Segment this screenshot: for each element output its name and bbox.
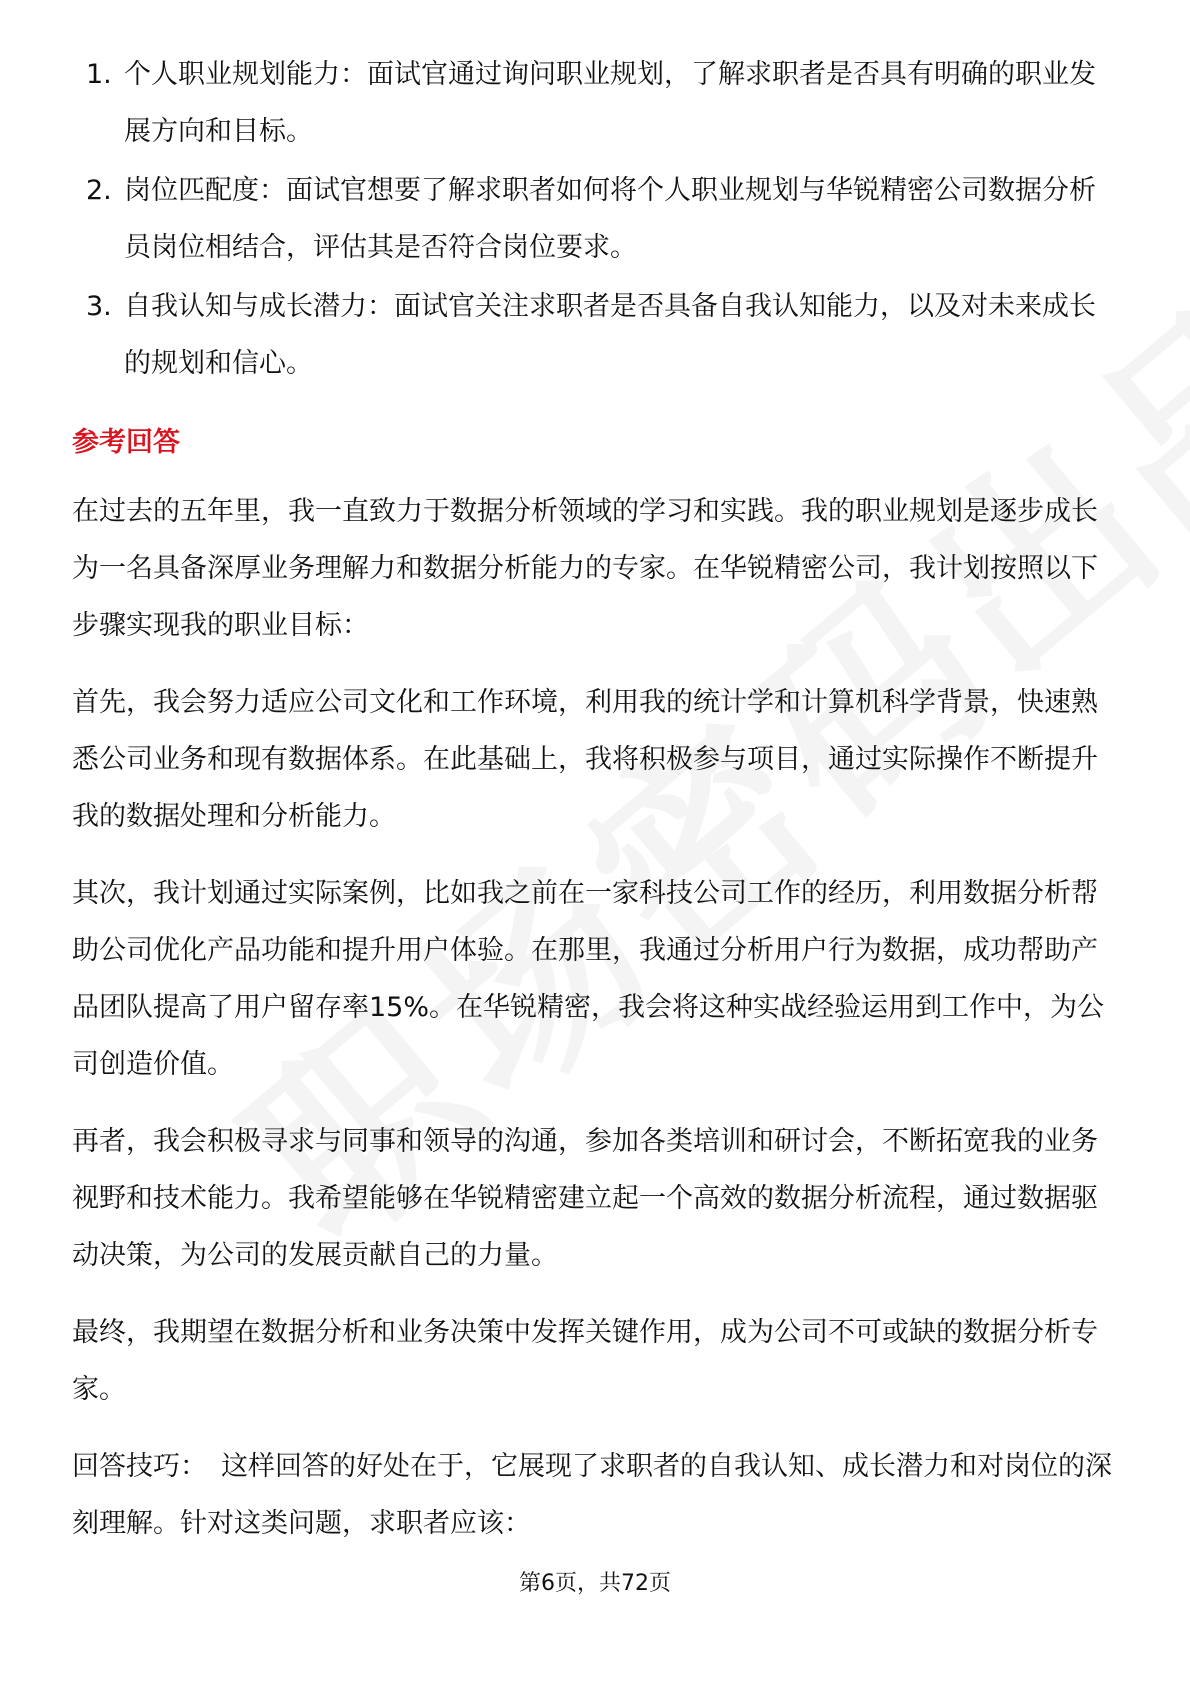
list-item-text: 个人职业规划能力：面试官通过询问职业规划，了解求职者是否具有明确的职业发展方向和目标。 [124,59,1096,147]
list-item-text: 岗位匹配度：面试官想要了解求职者如何将个人职业规划与华锐精密公司数据分析员岗位相结合，评估其是否符合岗位要求。 [124,175,1096,263]
answer-paragraph: 首先，我会努力适应公司文化和工作环境，利用我的统计学和计算机科学背景，快速熟悉公司业务和现有数据体系。在此基础上，我将积极参与项目，通过实际操作不断提升我的数据处理和分析能力。 [72,687,1098,832]
answer-paragraph: 其次，我计划通过实际案例，比如我之前在一家科技公司工作的经历，利用数据分析帮助公司优化产品功能和提升用户体验。在那里，我通过分析用户行为数据，成功帮助产品团队提高了用户留存率15%。在华锐精密，我会将这种实战经验运用到工作中，为公司创造价值。 [72,878,1105,1080]
answer-paragraph: 最终，我期望在数据分析和业务决策中发挥关键作用，成为公司不可或缺的数据分析专家。 [72,1317,1098,1405]
page-number-footer: 第6页，共72页 [519,1571,671,1596]
list-item-number: 2. [86,175,112,206]
list-item [72,278,1118,392]
list-item [72,46,1118,160]
answer-tip [72,1438,1118,1552]
answer-paragraph: 再者，我会积极寻求与同事和领导的沟通，参加各类培训和研讨会，不断拓宽我的业务视野和技术能力。我希望能够在华锐精密建立起一个高效的数据分析流程，通过数据驱动决策，为公司的发展贡献自己的力量。 [72,1126,1098,1271]
list-item-number: 3. [86,291,112,322]
list-item [72,162,1118,276]
list-item-number: 1. [86,59,112,90]
answer-tip-text: 这样回答的好处在于，它展现了求职者的自我认知、成长潜力和对岗位的深刻理解。针对这类问题，求职者应该： [72,1451,1112,1539]
list-item-text: 自我认知与成长潜力：面试官关注求职者是否具备自我认知能力，以及对未来成长的规划和信心。 [124,291,1096,379]
assessment-points-list [72,46,1118,392]
page-content [72,46,1118,1552]
answer-paragraph: 在过去的五年里，我一直致力于数据分析领域的学习和实践。我的职业规划是逐步成长为一名具备深厚业务理解力和数据分析能力的专家。在华锐精密公司，我计划按照以下步骤实现我的职业目标： [72,496,1098,641]
answer-tip-label: 回答技巧： [72,1451,207,1482]
section-title-reference-answer: 参考回答 [72,427,180,458]
